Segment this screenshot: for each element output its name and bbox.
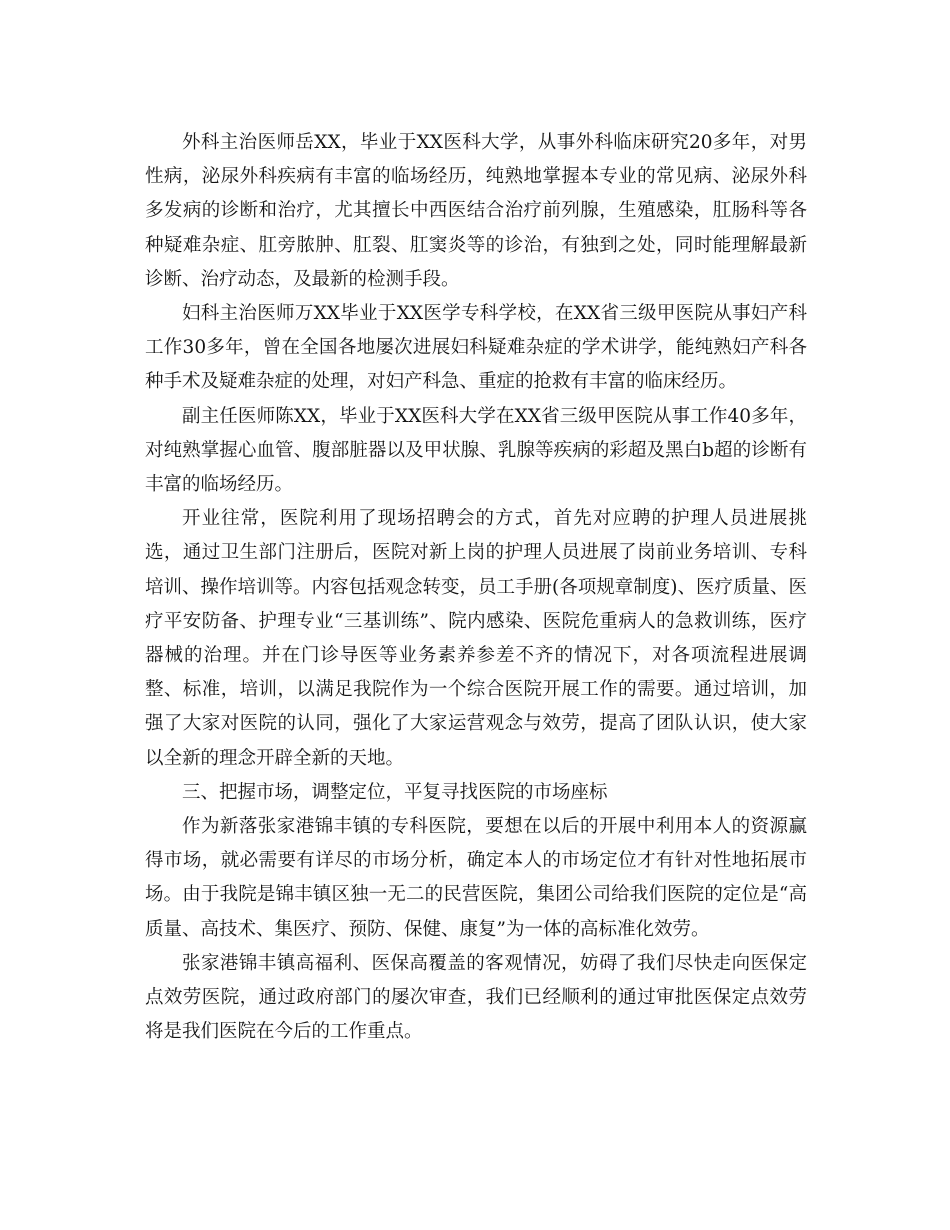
paragraph-associate-chief-bio: 副主任医师陈XX，毕业于XX医科大学在XX省三级甲医院从事工作40多年，对纯熟掌握心血管、腹部脏器以及甲状腺、乳腺等疾病的彩超及黑白b超的诊断有丰富的临场经历。 bbox=[145, 405, 807, 496]
paragraph-staff-training: 开业往常，医院利用了现场招聘会的方式，首先对应聘的护理人员进展挑选，通过卫生部门注册后，医院对新上岗的护理人员进展了岗前业务培训、专科培训、操作培训等。内容包括观念转变，员工手册(各项规章制度)、医疗质量、医疗平安防备、护理专业“三基训练”、院内感染、医院危重病人的急救训练，医疗器械的治理。并在门诊导医等业务素养参差不齐的情况下，对各项流程进展调整、标准，培训，以满足我院作为一个综合医院开展工作的需要。通过培训，加强了大家对医院的认同，强化了大家运营观念与效劳，提高了团队认识，使大家以全新的理念开辟全新的天地。 bbox=[145, 508, 807, 769]
paragraph-insurance-focus: 张家港锦丰镇高福利、医保高覆盖的客观情况，妨碍了我们尽快走向医保定点效劳医院，通过政府部门的屡次审查，我们已经顺利的通过审批医保定点效劳将是我们医院在今后的工作重点。 bbox=[145, 952, 807, 1043]
document-page bbox=[145, 126, 807, 1049]
paragraph-market-positioning: 作为新落张家港锦丰镇的专科医院，要想在以后的开展中利用本人的资源赢得市场，就必需要有详尽的市场分析，确定本人的市场定位才有针对性地拓展市场。由于我院是锦丰镇区独一无二的民营医院，集团公司给我们医院的定位是“高质量、高技术、集医疗、预防、保健、康复”为一体的高标准化效劳。 bbox=[145, 816, 807, 940]
paragraph-gynecologist-bio: 妇科主治医师万XX毕业于XX医学专科学校，在XX省三级甲医院从事妇产科工作30多年，曾在全国各地屡次进展妇科疑难杂症的学术讲学，能纯熟妇产科各种手术及疑难杂症的处理，对妇产科急、重症的抢救有丰富的临床经历。 bbox=[145, 303, 807, 393]
paragraph-surgeon-bio: 外科主治医师岳XX，毕业于XX医科大学，从事外科临床研究20多年，对男性病，泌尿外科疾病有丰富的临场经历，纯熟地掌握本专业的常见病、泌尿外科多发病的诊断和治疗，尤其擅长中西医结合治疗前列腺，生殖感染，肛肠科等各种疑难杂症、肛旁脓肿、肛裂、肛窦炎等的诊治，有独到之处，同时能理解最新诊断、治疗动态，及最新的检测手段。 bbox=[145, 132, 807, 290]
section-heading-market: 三、把握市场，调整定位，平复寻找医院的市场座标 bbox=[182, 781, 608, 803]
